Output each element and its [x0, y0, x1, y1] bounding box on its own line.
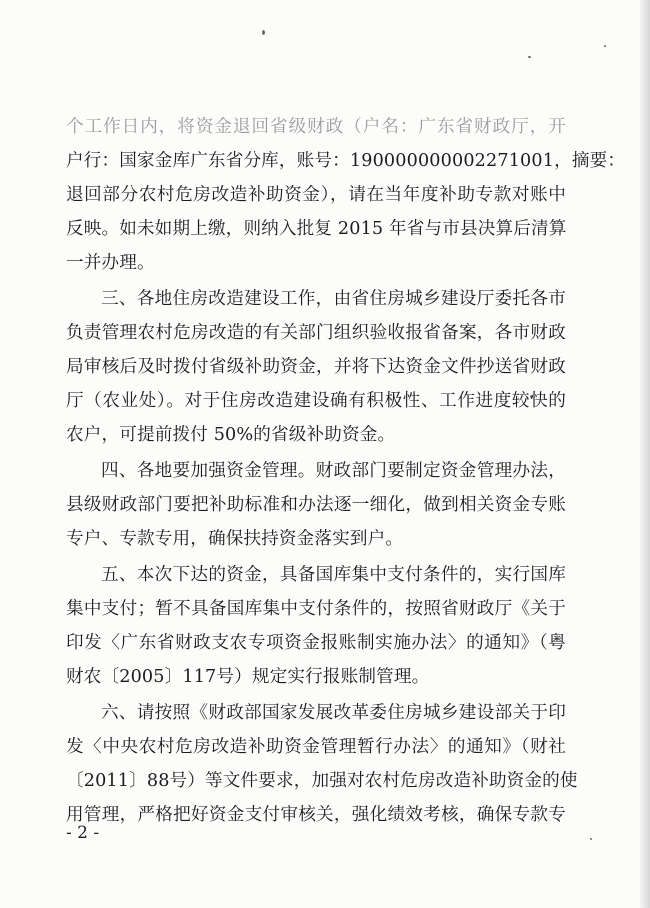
- text-line: 集中支付；暂不具备国库集中支付条件的，按照省财政厅《关于: [66, 599, 566, 619]
- scan-speck: [528, 56, 531, 58]
- text-line: 〔2011〕88号）等文件要求，加强对农村危房改造补助资金的使: [66, 771, 578, 791]
- paragraph-three-first-line: 三、各地住房改造建设工作，由省住房城乡建设厅委托各市: [101, 289, 566, 309]
- text-line: 负责管理农村危房改造的有关部门组织验收报省备案，各市财政: [66, 323, 566, 343]
- paragraph-five-first-line: 五、本次下达的资金，具备国库集中支付条件的，实行国库: [101, 565, 566, 585]
- text-line: 局审核后及时拨付省级补助资金，并将下达资金文件抄送省财政: [66, 357, 566, 377]
- scan-speck: [590, 838, 592, 840]
- text-line: 一并办理。: [66, 253, 155, 273]
- text-line: 厅（农业处）。对于住房改造建设确有积极性、工作进度较快的: [66, 391, 566, 411]
- text-line: 专户、专款专用，确保扶持资金落实到户。: [66, 529, 404, 549]
- text-line: 县级财政部门要把补助标准和办法逐一细化，做到相关资金专账: [66, 495, 566, 515]
- text-line: 农户，可提前拨付 50%的省级补助资金。: [66, 425, 396, 445]
- text-line: 发〈中央农村危房改造补助资金管理暂行办法〉的通知》（财社: [66, 737, 566, 757]
- text-line: 户行：国家金库广东省分库，账号：190000000002271001，摘要：: [66, 151, 626, 171]
- text-line: 财农〔2005〕117号）规定实行报账制管理。: [66, 667, 430, 687]
- scan-speck: [604, 45, 606, 47]
- text-line: 个工作日内，将资金退回省级财政（户名：广东省财政厅，开: [66, 117, 566, 137]
- scan-edge-shadow: [640, 0, 650, 908]
- text-line: 用管理，严格把好资金支付审核关，强化绩效考核，确保专款专: [66, 805, 566, 825]
- text-line: 印发〈广东省财政支农专项资金报账制实施办法〉的通知》（粤: [66, 633, 566, 653]
- paragraph-six-first-line: 六、请按照《财政部国家发展改革委住房城乡建设部关于印: [101, 703, 566, 723]
- text-line: 退回部分农村危房改造补助资金），请在当年度补助专款对账中: [66, 185, 566, 205]
- scan-speck: [262, 30, 265, 35]
- paragraph-four-first-line: 四、各地要加强资金管理。财政部门要制定资金管理办法，: [101, 461, 566, 481]
- page-number: - 2 -: [66, 823, 100, 843]
- text-line: 反映。如未如期上缴，则纳入批复 2015 年省与市县决算后清算: [66, 219, 567, 239]
